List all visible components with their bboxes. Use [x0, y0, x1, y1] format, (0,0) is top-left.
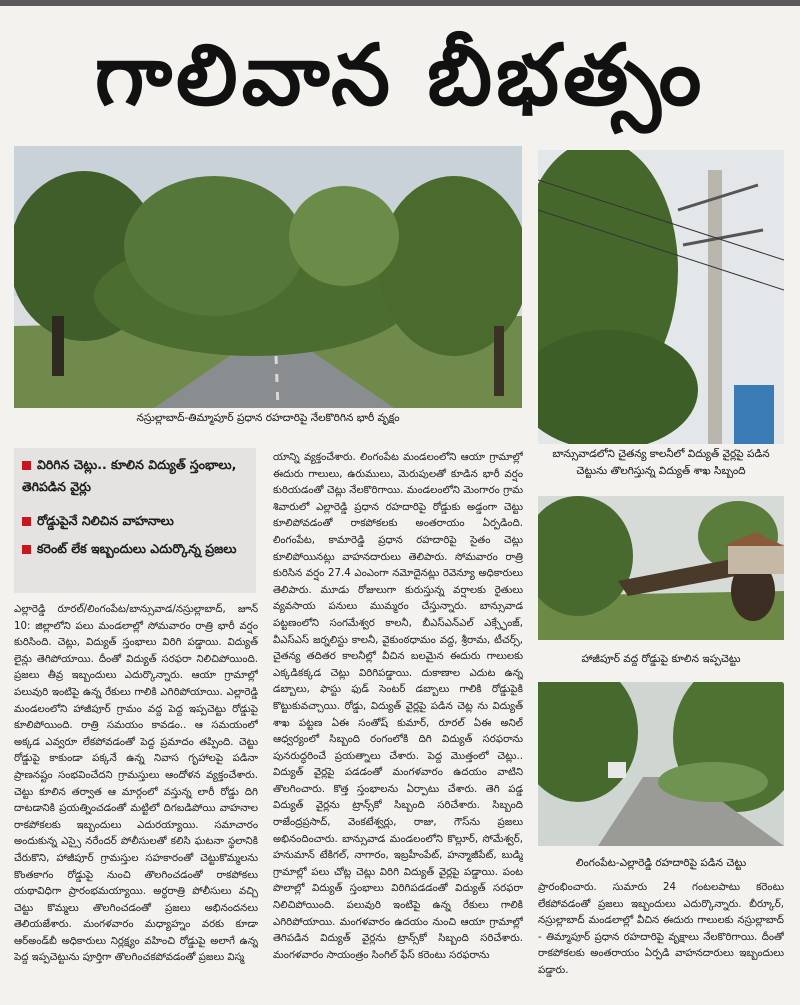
highlight-item: రోడ్డుపైనే నిలిచిన వాహనాలు: [22, 510, 254, 532]
highlight-item: విరిగిన చెట్లు.. కూలిన విద్యుత్ స్తంభాలు, తెగిపడిన వైర్లు: [22, 457, 237, 494]
tree-photo-caption: హాజీపూర్ వద్ద రోడ్డుపై కూలిన ఇప్పచెట్టు: [581, 653, 741, 665]
pole-photo-caption: బాన్సువాడలోని చైతన్య కాలనీలో విద్యుత్ వైర్లపై పడిన చెట్టును తొలగిస్తున్న విద్యుత్ శాఖ సిబ్బంది: [552, 448, 770, 477]
main-photo-caption: నస్రుల్లాబాద్-తిమ్మాపూర్ ప్రధాన రహదారిపై నేలకొరిగిన భారీ వృక్షం: [136, 412, 400, 424]
article-column-2: యాన్ని వ్యక్తంచేశారు. లింగంపేట మండలంలోని ఆయా గ్రామాల్లో ఈదురు గాలులు, ఉరుములు, మెరుపులతో కూడిన భారీ వర్షం కురియడంతో చెట్లు నేలకొరిగాయి. మండలంలోని మెంగారం గ్రామ శివారులో ఎల్లారెడ్డి ప్రధాన రహదారిపై రోడ్డుకు అడ్డంగా చెట్టు కూలిపోవడంతో రాకపోకలకు అంతరాయం ఏర్పడింది. లింగంపేట, కామారెడ్డి ప్రధాన రహదారిపై సైతం చెట్లు కూలిపోయినట్లు వాహనదారులు తెలిపారు. సోమవారం రాత్రి కురిసిన వర్షం 27.4 ఎంఎంగా నమోదైనట్లు రెవెన్యూ అధికారులు తెలిపారు. మూడు రోజులుగా కురుస్తున్న వర్షాలకు రైతులు వ్యవసాయ పనులు ముమ్మరం చేస్తున్నారు. బాన్సువాడ పట్టణంలోని సంగమేశ్వర కాలనీ, బీఎస్ఎన్ఎల్ ఎక్స్ఛేంజ్, వీఎస్ఎస్ జర్నలిస్టు కాలనీ, వైకుంఠధామం వద్ద, శ్రీరామ, టీచర్స్, చైతన్య తదితర కాలనీల్లో వీచిన బలమైన ఈదురు గాలులకు ఎక్కడికక్కడ చెట్లు విరిగిపడ్డాయి. దుకాణాల ఎదుట ఉన్న డబ్బాలు, ఫాస్టు ఫుడ్ సెంటర్ డబ్బాలు గాలికి రోడ్డుపైకి కొట్టుకువచ్చాయి. రోడ్డు, విద్యుత్ వైర్లపై పడిన చెట్ల ను విద్యుత్ శాఖ పట్టణ ఏఈ సంతోష్ కుమార్, రూరల్ ఏఈ అనిల్ ఆధ్వర్యంలో సిబ్బంది రంగంలోకి దిగి విద్యుత్ సరఫరాను పునరుద్ధరించే ప్రయత్నాలు చేశారు. పెద్ద మొత్తంలో చెట్లు.. విద్యుత్ వైర్లపై పడడంతో మంగళవారం ఉదయం వాటిని తొలగించారు. కొత్త స్తంభాలను ఏర్పాటు చేశారు. తెగి పడ్డ విద్యుత్ వైర్లను ట్రాన్స్‌కో సిబ్బంది సరిచేశారు. సిబ్బంది రాజేంద్రప్రసాద్, వెంకటేశ్వర్లు, రాజు, గౌస్‌ను ప్రజలు అభినందించారు. బాన్సువాడ మండలంలోని కొల్లూర్, సోమేశ్వర్, హనుమాన్ టేకిగల్, నాగారం, ఇబ్రహీంపేట్, హన్మాజీపేట్, బుడ్మి గ్రామాల్లో పలు చోట్ల చెట్లు విరిగి విద్యుత్ వైర్లపై పడ్డాయి. పంట పొలాల్లో విద్యుత్ స్తంభాలు విరిగిపడడంతో విద్యుత్ సరఫరా నిలిచిపోయింది. పలువురి ఇంటిపై ఉన్న రేకులు గాలికి ఎగిరిపోయాయి. మంగళవారం ఉదయం నుంచి ఆయా గ్రామాల్లో తెగిపడిన విద్యుత్ వైర్లను ట్రాన్స్‌కో సిబ్బంది సరిచేశారు. మంగళవారం సాయంత్రం సింగిల్ ఫేస్ కరెంటు సరఫరాను: [273, 452, 523, 961]
road-photo-caption: లింగంపేట-ఎల్లారెడ్డి రహదారిపై పడిన చెట్టు: [575, 857, 747, 869]
pole-photo: [538, 150, 784, 444]
bullet-square-icon: [22, 517, 31, 526]
tree-photo: [538, 496, 784, 640]
main-photo-fallen-tree: [14, 146, 522, 408]
article-column-1: ఎల్లారెడ్డి రూరల్/లింగంపేట/బాన్సువాడ/నస్రుల్లాబాద్, జూన్ 10: జిల్లాలోని పలు మండలాల్లో సోమవారం రాత్రి భారీ వర్షం కురిసింది. చెట్లు, విద్యుత్ స్తంభాలు విరిగి పడ్డాయి. విద్యుత్ లైన్లు తెగిపోయాయి. దీంతో విద్యుత్ సరఫరా నిలిచిపోయింది. ప్రజలు తీవ్ర ఇబ్బందులు ఎదుర్కొన్నారు. ఆయా గ్రామాల్లో పలువురి ఇంటిపై ఉన్న రేకులు గాలికి ఎగిరిపోయాయి. ఎల్లారెడ్డి మండలంలోని హాజీపూర్ గ్రామం వద్ద పెద్ద ఇప్పచెట్టు రోడ్డుపై కూలిపోయింది. రాత్రి సమయం కావడం.. ఆ సమయంలో అక్కడ ఎవ్వరూ లేకపోవడంతో పెద్ద ప్రమాదం తప్పింది. చెట్టు రోడ్డుపై కాకుండా పక్కనే ఉన్న నివాస గృహాలపై పడినా ప్రాణనష్టం సంభవించేదని గ్రామస్తులు ఆందోళన వ్యక్తంచేశారు. చెట్టు కూలిన తర్వాత ఆ మార్గంలో వస్తున్న లారీ రోడ్డు దిగి దాటడానికి ప్రయత్నించడంతో మట్టిలో దిగబడిపోయి వాహనాల రాకపోకలకు ఇబ్బందులు ఎదురయ్యాయి. సమాచారం అందుకున్న ఎస్సై నరేందర్ పోలీసులతో కలిసి ఘటనా స్థలానికి చేరుకొని, హాజీపూర్ గ్రామస్తుల సహకారంతో చెట్టుకొమ్మలను కొంతకాగం రోడ్డుపై నుంచి తొలగించడంతో రాకపోకలు యథావిధిగా ప్రారంభమయ్యాయి. అర్ధరాత్రి పోలీసులు వచ్చి చెట్టు కొమ్మలు తొలగించడంతో ప్రజలు అభినందనలు తెలియజేశారు. మంగళవారం మధ్యాహ్నం వరకు కూడా ఆర్‌అండ్‌బీ అధికారులు నిర్లక్ష్యం వహించి రోడ్డుపై అలాగే ఉన్న పెద్ద ఇప్పచెట్టును పూర్తిగా తొలగించకపోవడంతో ప్రజలు విస్మ: [14, 604, 258, 964]
bullet-square-icon: [22, 545, 31, 554]
bullet-square-icon: [22, 461, 31, 470]
article-column-3: ప్రారంభించారు. సుమారు 24 గంటలపాటు కరెంటు లేకపోవడంతో ప్రజలు ఇబ్బందులు ఎదుర్కొన్నారు. బీర్కూర్, నస్రుల్లాబాద్ మండలాల్లో వీచిన ఈదురు గాలులకు నస్రుల్లాబాద్ - తిమ్మాపూర్ ప్రధాన రహదారిపై వృక్షాలు నేలకొరిగాయి. దీంతో రాకపోకలకు అంతరాయం ఏర్పడి వాహనదారులు ఇబ్బందులు పడ్డారు.: [538, 882, 784, 976]
top-rule: [0, 0, 800, 6]
highlights-box: [14, 448, 256, 593]
highlight-item: కరెంట్ లేక ఇబ్బందులు ఎదుర్కొన్న ప్రజలు: [22, 538, 254, 560]
headline: గాలివాన బీభత్సం: [94, 26, 706, 124]
road-photo: [538, 682, 784, 846]
